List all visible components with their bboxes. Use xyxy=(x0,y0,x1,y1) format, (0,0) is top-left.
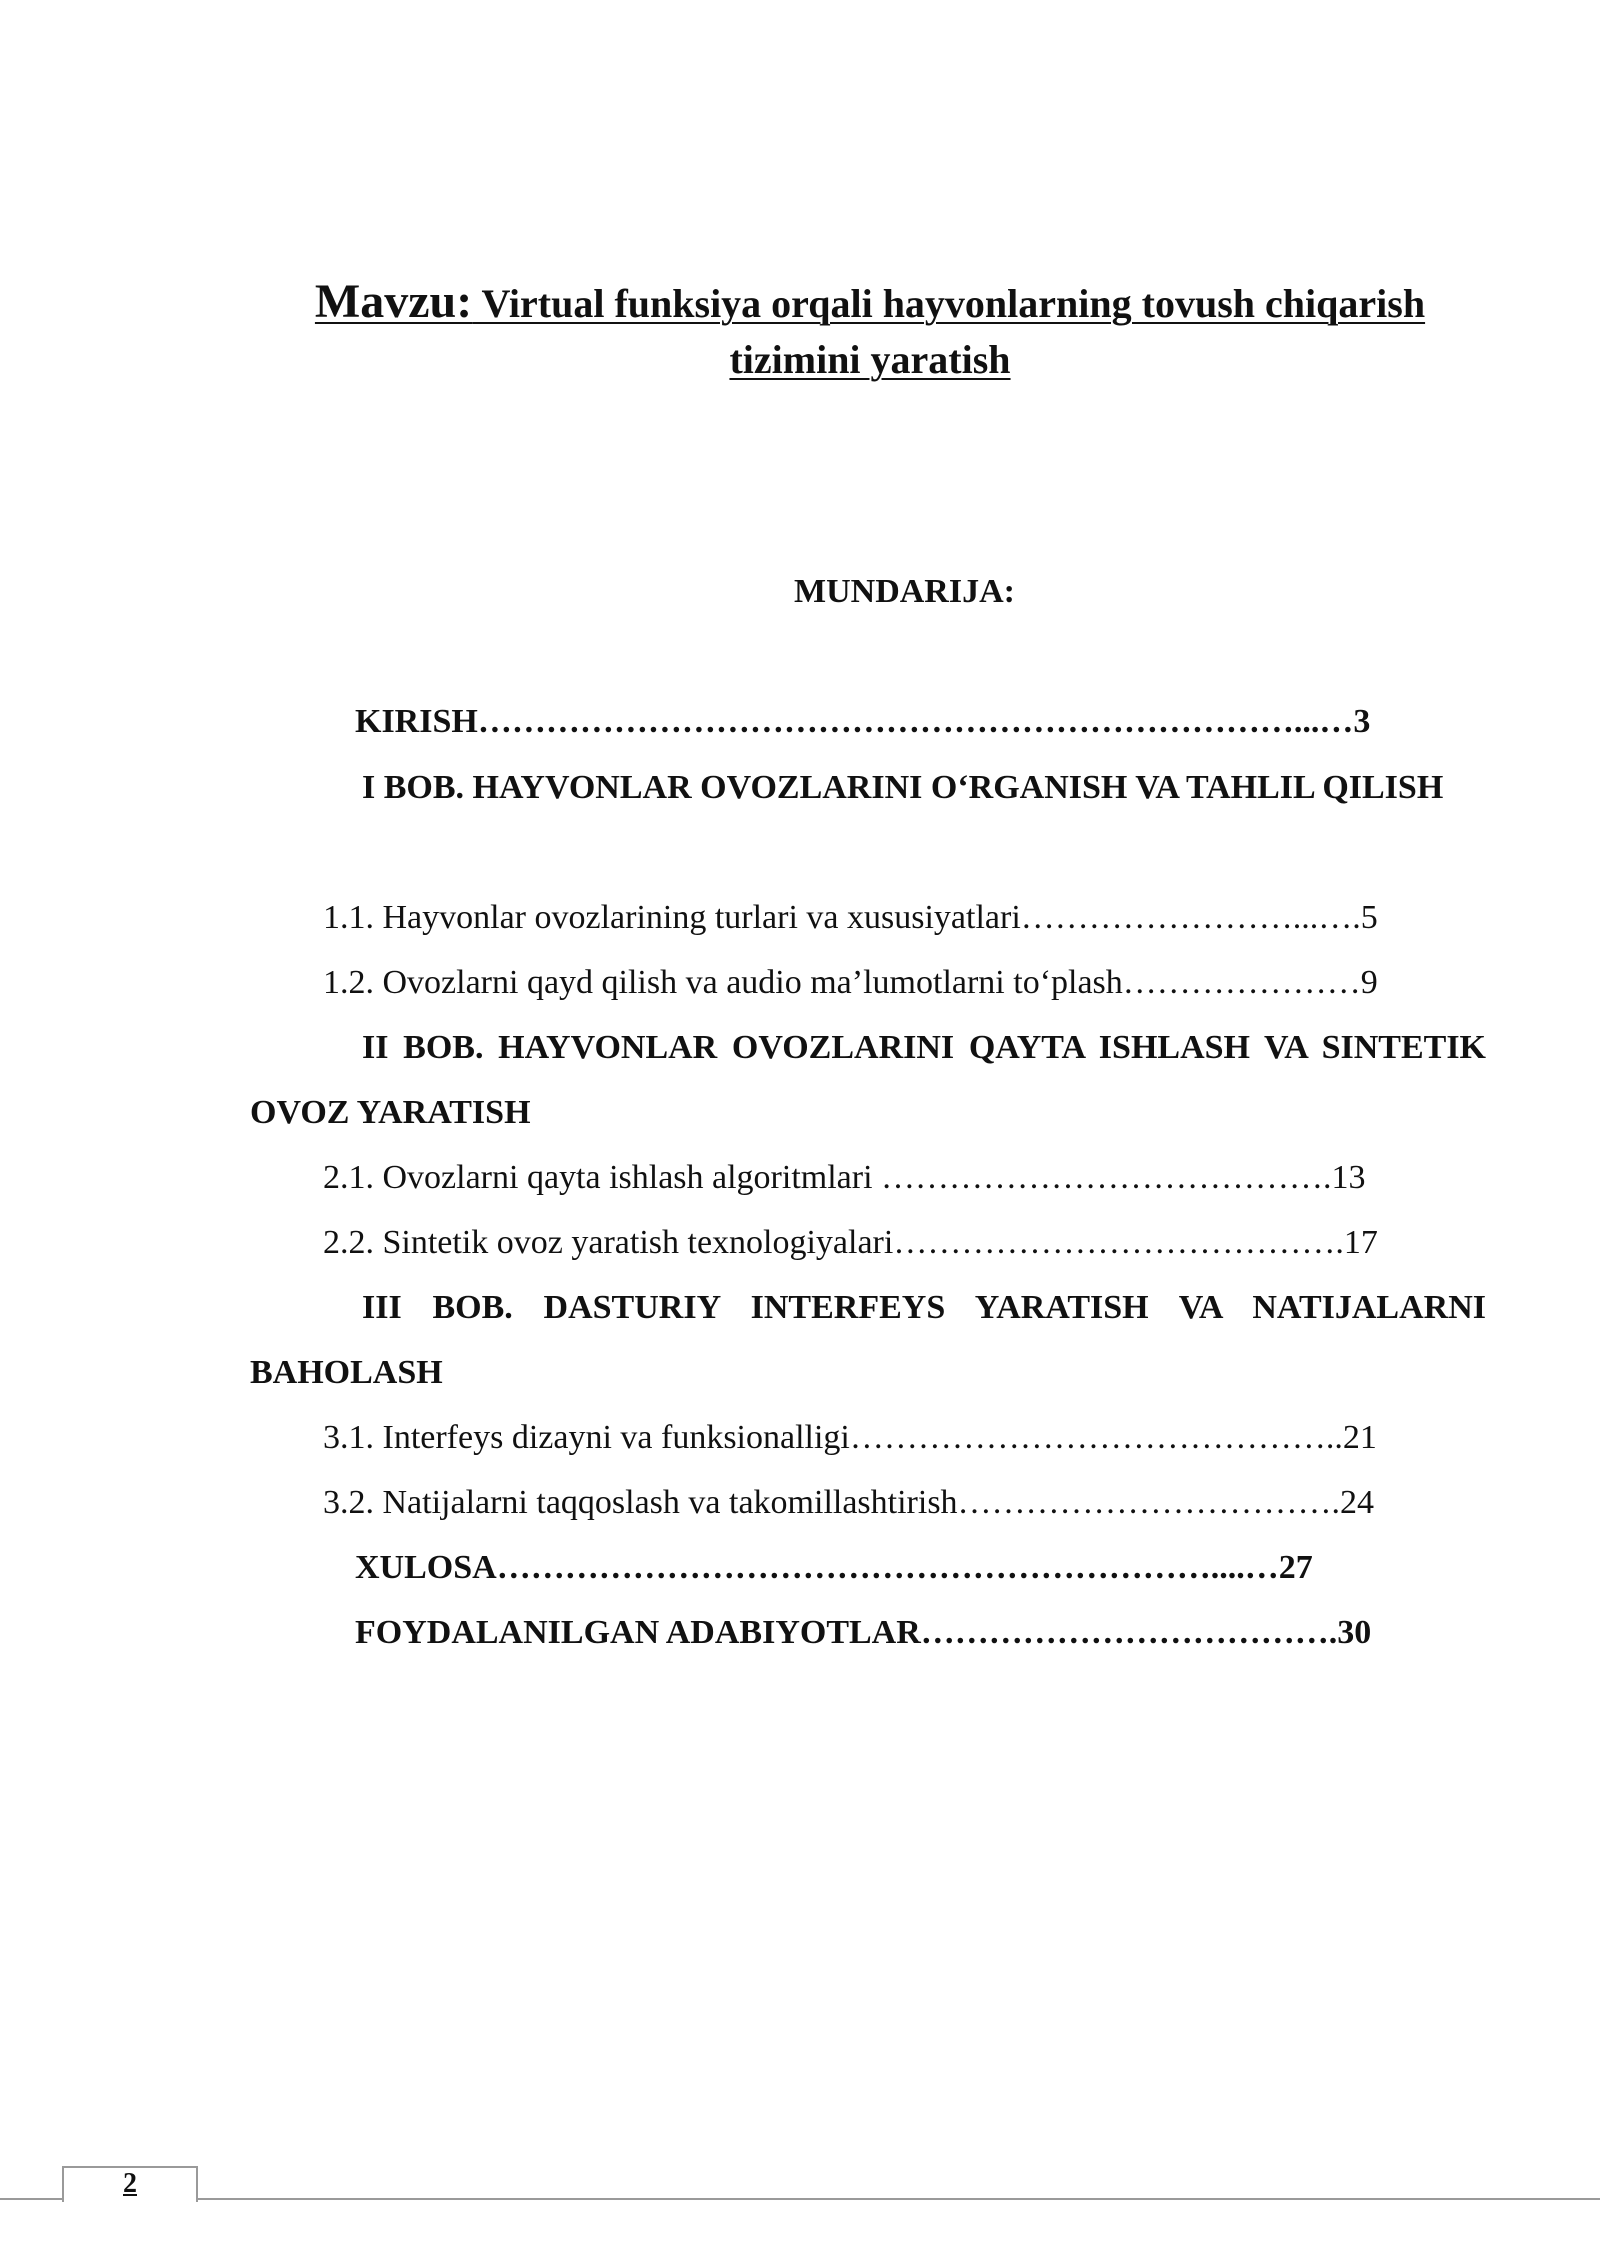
toc-entry-1-2[interactable] xyxy=(323,961,1486,1005)
toc-entry-1-1[interactable] xyxy=(323,896,1486,940)
title-lead: Mavzu: xyxy=(314,275,473,328)
toc-leader: ………………………………………………………………...… xyxy=(477,703,1354,740)
toc-entry-label: 3.2. Natijalarni taqqoslash va takomillashtirish xyxy=(323,1484,958,1521)
toc-heading: MUNDARIJA: xyxy=(794,573,1015,610)
toc-chapter-1[interactable]: I BOB. HAYVONLAR OVOZLARINI O‘RGANISH VA TAHLIL QILISH xyxy=(362,769,1444,806)
toc-entry-label: 2.1. Ovozlarni qayta ishlash algoritmlari xyxy=(323,1159,882,1196)
footer-rule xyxy=(0,2198,1600,2200)
toc-entry-label: 1.1. Hayvonlar ovozlarining turlari va xususiyatlari xyxy=(323,899,1021,936)
toc-entry-adabiyotlar[interactable] xyxy=(355,1611,1486,1655)
title-text: Virtual funksiya orqali hayvonlarning tovush chiqarish tizimini yaratish xyxy=(472,281,1426,382)
toc-leader: …………………………………. xyxy=(893,1224,1344,1261)
toc-entry-xulosa[interactable] xyxy=(355,1546,1486,1590)
toc-leader: …………………………………. xyxy=(881,1159,1332,1196)
toc-entry-2-1[interactable] xyxy=(323,1156,1486,1200)
toc-page-number: 3 xyxy=(1353,703,1371,740)
toc-page-number: 9 xyxy=(1360,964,1378,1001)
toc-leader: ………………………………. xyxy=(920,1614,1338,1651)
toc-page-number: 13 xyxy=(1331,1159,1366,1196)
toc-leader: ……………………...…. xyxy=(1020,899,1361,936)
toc-page-number: 27 xyxy=(1278,1549,1313,1586)
toc-entry-3-2[interactable] xyxy=(323,1481,1486,1525)
toc-entry-label: 1.2. Ovozlarni qayd qilish va audio ma’lumotlarni to‘plash xyxy=(323,964,1123,1001)
toc-page-number: 21 xyxy=(1342,1419,1377,1456)
toc-entry-label: KIRISH xyxy=(355,703,478,740)
toc-entry-label: 2.2. Sintetik ovoz yaratish texnologiyalari xyxy=(323,1224,894,1261)
toc-page-number: 17 xyxy=(1343,1224,1378,1261)
toc-entry-label: XULOSA xyxy=(355,1549,497,1586)
toc-chapter-2[interactable]: II BOB. HAYVONLAR OVOZLARINI QAYTA ISHLASH VA SINTETIK OVOZ YARATISH xyxy=(250,1029,1486,1131)
toc-entry-2-2[interactable] xyxy=(323,1221,1486,1265)
page-number: 2 xyxy=(123,2168,137,2199)
toc-page-number: 24 xyxy=(1340,1484,1375,1521)
toc-leader: …………………………………….. xyxy=(849,1419,1343,1456)
toc-leader: ……………………………. xyxy=(957,1484,1341,1521)
toc-leader: ………………… xyxy=(1122,964,1361,1001)
toc-page-number: 5 xyxy=(1360,899,1378,936)
toc-entry-3-1[interactable] xyxy=(323,1416,1486,1460)
toc-entry-label: FOYDALANILGAN ADABIYOTLAR xyxy=(355,1614,921,1651)
toc-entry-kirish[interactable] xyxy=(355,700,1480,744)
toc-leader: ………………………………………………………....… xyxy=(496,1549,1279,1586)
page-number-box xyxy=(62,2166,198,2202)
toc-chapter-3[interactable]: III BOB. DASTURIY INTERFEYS YARATISH VA NATIJALARNI BAHOLASH xyxy=(250,1289,1486,1391)
document-title xyxy=(260,274,1480,388)
toc-page-number: 30 xyxy=(1337,1614,1372,1651)
toc-entry-label: 3.1. Interfeys dizayni va funksionalligi xyxy=(323,1419,850,1456)
